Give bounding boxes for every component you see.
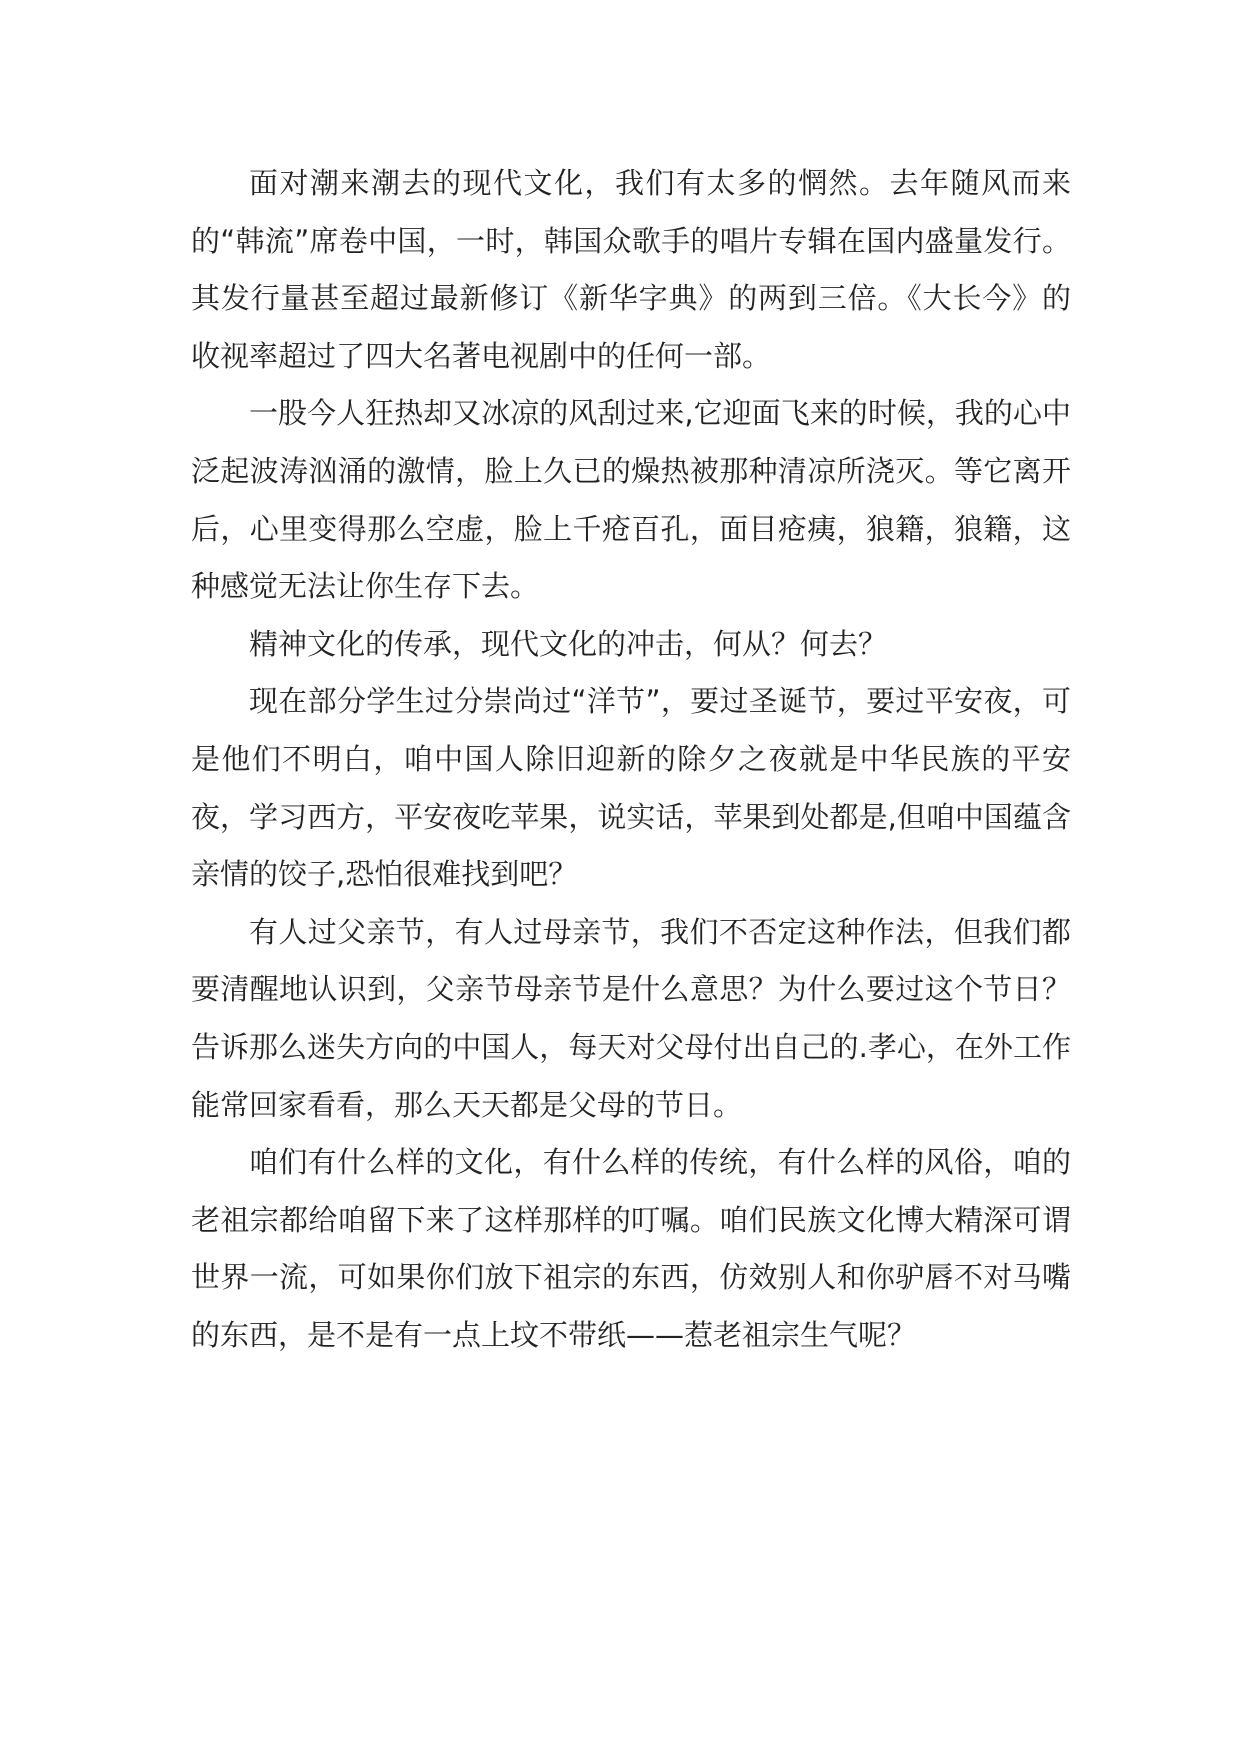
- paragraph-2: 一股今人狂热却又冰凉的风刮过来,它迎面飞来的时候，我的心中泛起波涛汹涌的激情，脸上久已的燥热被那种清凉所浇灭。等它离开后，心里变得那么空虚，脸上千疮百孔，面目疮痍，狼籍，狼籍，这种感觉无法让你生存下去。: [191, 396, 1071, 604]
- paragraph-6: 咱们有什么样的文化，有什么样的传统，有什么样的风俗，咱的老祖宗都给咱留下来了这样那样的叮嘱。咱们民族文化博大精深可谓世界一流，可如果你们放下祖宗的东西，仿效别人和你驴唇不对马嘴的东西，是不是有一点上坟不带纸——惹老祖宗生气呢？: [191, 1145, 1071, 1352]
- paragraph-3: 精神文化的传承，现代文化的冲击，何从？何去？: [249, 626, 888, 661]
- paragraph-5: 有人过父亲节，有人过母亲节，我们不否定这种作法，但我们都要清醒地认识到，父亲节母亲节是什么意思？为什么要过这个节日？告诉那么迷失方向的中国人，每天对父母付出自己的.孝心，在外工作能常回家看看，那么天天都是父母的节日。: [191, 914, 1071, 1122]
- paragraph-4: 现在部分学生过分崇尚过“洋节”，要过圣诞节，要过平安夜，可是他们不明白，咱中国人除旧迎新的除夕之夜就是中华民族的平安夜，学习西方，平安夜吃苹果，说实话，苹果到处都是,但咱中国蕴含亲情的饺子,恐怕很难找到吧？: [191, 684, 1071, 892]
- article-body: [191, 155, 1071, 1364]
- paragraph-1: 面对潮来潮去的现代文化，我们有太多的惘然。去年随风而来的“韩流”席卷中国，一时，韩国众歌手的唱片专辑在国内盛量发行。其发行量甚至超过最新修订《新华字典》的两到三倍。《大长今》的收视率超过了四大名著电视剧中的任何一部。: [191, 166, 1071, 373]
